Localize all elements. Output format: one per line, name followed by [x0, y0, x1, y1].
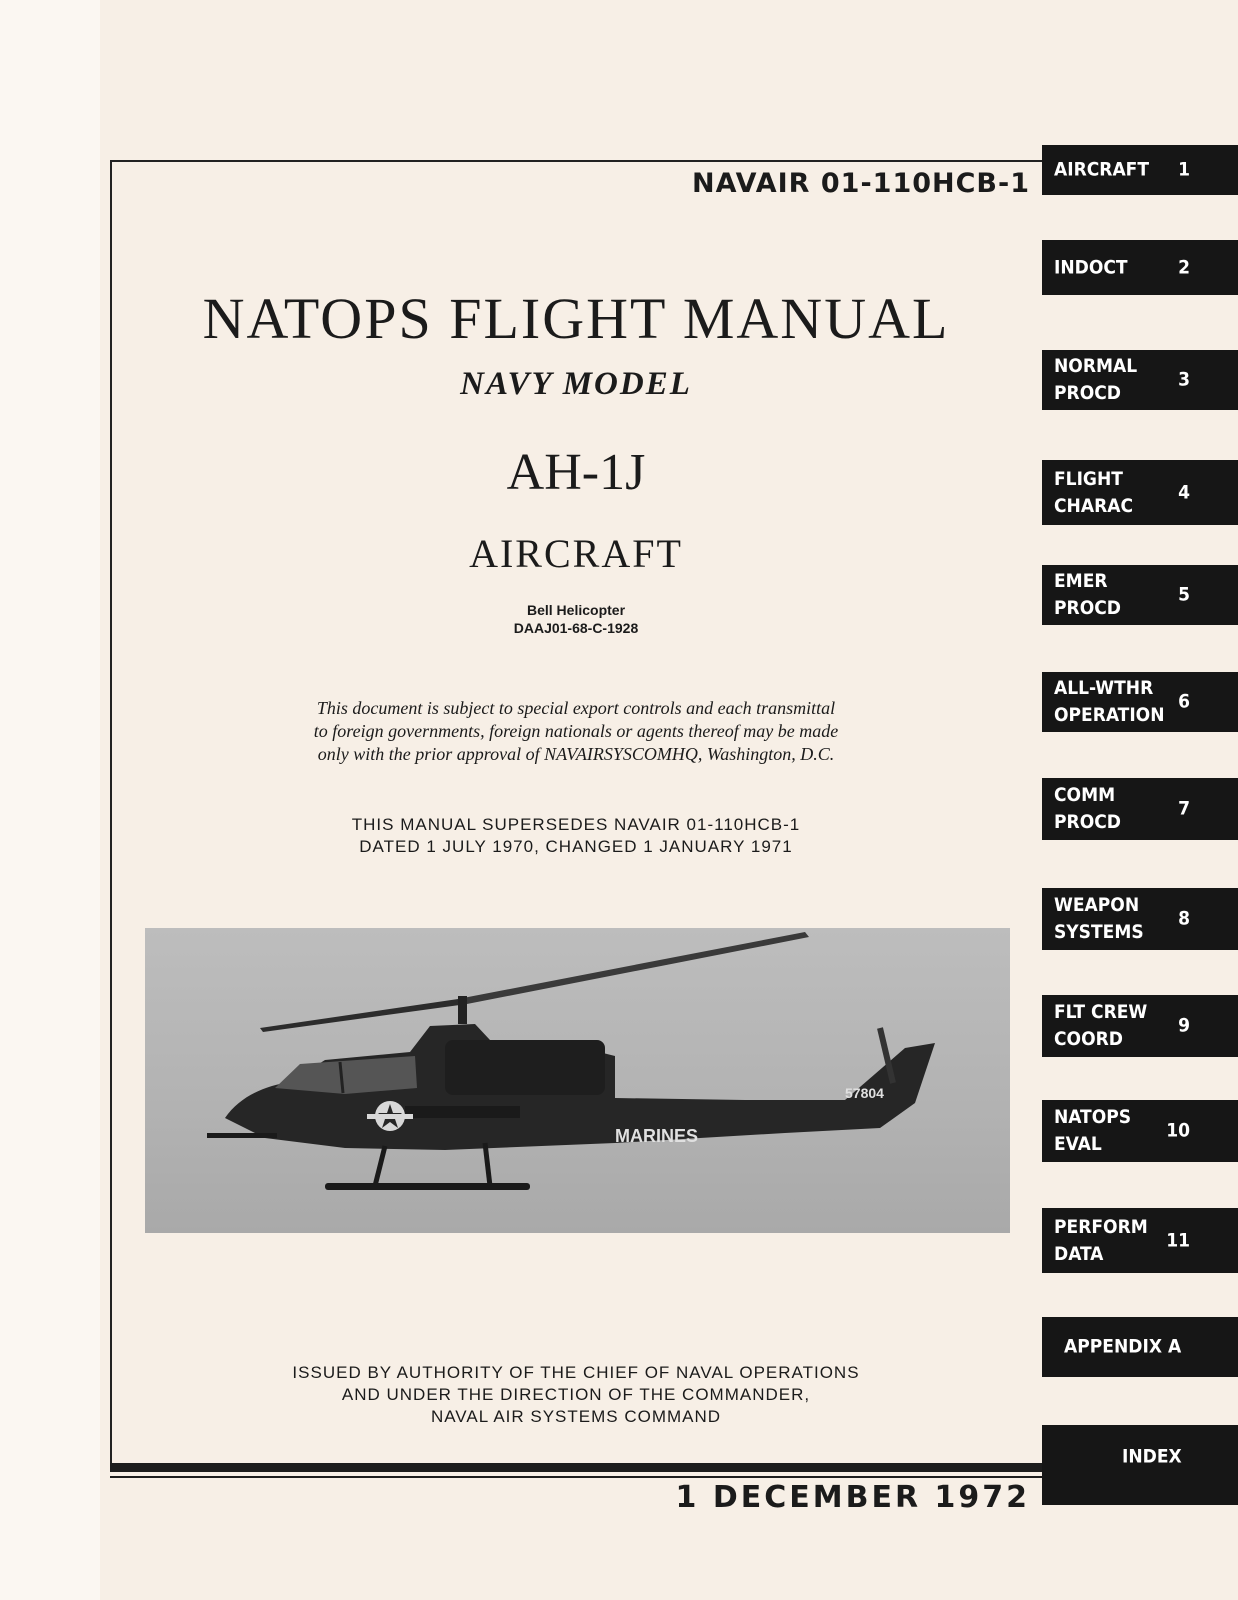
- tab-indoct[interactable]: [1042, 240, 1238, 295]
- manufacturer: Bell Helicopter: [526, 602, 626, 618]
- skid-strut: [485, 1143, 490, 1186]
- issued-line: AND UNDER THE DIRECTION OF THE COMMANDER,: [341, 1385, 811, 1404]
- landing-skid: [325, 1183, 530, 1190]
- tab-label: AIRCRAFT: [1054, 158, 1150, 181]
- issued-line: NAVAL AIR SYSTEMS COMMAND: [430, 1407, 722, 1426]
- tab-appendix-a[interactable]: [1042, 1317, 1238, 1377]
- issuing-authority: [110, 1362, 1042, 1428]
- tab-aircraft[interactable]: [1042, 145, 1238, 195]
- tab-label: INDEX: [1122, 1445, 1182, 1468]
- manufacturer-block: [110, 601, 1042, 637]
- rotor-mast: [458, 996, 467, 1024]
- aircraft-heading: AIRCRAFT: [469, 531, 683, 576]
- contract-number: DAAJ01-68-C-1928: [513, 620, 639, 636]
- cover-frame: [110, 160, 1044, 1466]
- tab-label: EMER PROCD: [1054, 570, 1121, 619]
- bottom-rule-thin: [110, 1476, 1045, 1478]
- tab-number: 3: [1178, 368, 1190, 391]
- issued-line: ISSUED BY AUTHORITY OF THE CHIEF OF NAVAL OPERATIONS: [292, 1363, 860, 1382]
- tail-number: 57804: [845, 1085, 884, 1101]
- tab-label: APPENDIX A: [1064, 1335, 1182, 1358]
- engine-cowling: [445, 1040, 605, 1095]
- helicopter-illustration: [145, 928, 1010, 1233]
- tab-label: NATOPS EVAL: [1054, 1106, 1132, 1155]
- insignia-bars: [367, 1114, 413, 1119]
- notice-line: to foreign governments, foreign nationals or agents thereof may be made: [313, 721, 839, 741]
- aircraft-model: AH-1J: [506, 444, 646, 501]
- manual-title: NATOPS FLIGHT MANUAL: [202, 286, 950, 351]
- tab-label: ALL-WTHR OPERATION: [1054, 677, 1165, 726]
- tab-number: 11: [1166, 1229, 1190, 1251]
- tab-label: FLT CREW COORD: [1054, 1001, 1148, 1050]
- notice-line: only with the prior approval of NAVAIRSYSCOMHQ, Washington, D.C.: [317, 744, 835, 764]
- tab-number: 8: [1178, 907, 1190, 930]
- tab-normal-procd[interactable]: [1042, 350, 1238, 410]
- tab-number: 7: [1178, 797, 1190, 820]
- tab-label: COMM PROCD: [1054, 784, 1121, 833]
- tab-label: FLIGHT CHARAC: [1054, 467, 1134, 517]
- publication-number: NAVAIR 01-110HCB-1: [692, 168, 1030, 199]
- skid-strut: [375, 1146, 385, 1186]
- tab-label: INDOCT: [1054, 256, 1128, 278]
- supersedes-line: DATED 1 JULY 1970, CHANGED 1 JANUARY 1971: [359, 837, 793, 856]
- tab-comm-procd[interactable]: [1042, 778, 1238, 840]
- tab-perform-data[interactable]: [1042, 1208, 1238, 1273]
- tab-number: 2: [1178, 256, 1190, 278]
- tab-weapon-systems[interactable]: [1042, 888, 1238, 950]
- navy-model-heading: NAVY MODEL: [460, 366, 692, 402]
- supersedes-notice: [110, 814, 1042, 858]
- section-tabs: [1042, 145, 1238, 1505]
- tab-all-wthr-operation[interactable]: [1042, 672, 1238, 732]
- tab-number: 9: [1178, 1014, 1190, 1037]
- supersedes-line: THIS MANUAL SUPERSEDES NAVAIR 01-110HCB-1: [351, 815, 801, 834]
- rotor-blade-right: [463, 932, 809, 1004]
- publication-date: 1 DECEMBER 1972: [675, 1480, 1030, 1515]
- tab-number: 4: [1178, 481, 1190, 503]
- tab-flt-crew-coord[interactable]: [1042, 995, 1238, 1057]
- canopy: [275, 1056, 417, 1094]
- page-margin: [0, 0, 100, 1600]
- stub-wing: [405, 1106, 520, 1118]
- tab-label: NORMAL PROCD: [1054, 355, 1138, 404]
- tab-number: 5: [1178, 583, 1190, 606]
- notice-line: This document is subject to special export controls and each transmittal: [316, 698, 836, 718]
- turret-gun: [207, 1133, 277, 1138]
- tab-natops-eval[interactable]: [1042, 1100, 1238, 1162]
- tab-number: 10: [1166, 1119, 1190, 1142]
- export-notice: [110, 697, 1042, 766]
- marines-marking: MARINES: [615, 1126, 699, 1146]
- tab-index[interactable]: [1042, 1425, 1238, 1505]
- tab-label: WEAPON SYSTEMS: [1054, 894, 1144, 943]
- tab-emer-procd[interactable]: [1042, 565, 1238, 625]
- tab-number: 6: [1178, 690, 1190, 713]
- bottom-rule: [110, 1463, 1045, 1472]
- tab-number: 1: [1178, 158, 1190, 181]
- helicopter-photo: [145, 928, 1010, 1233]
- tab-flight-charac[interactable]: [1042, 460, 1238, 525]
- tab-label: PERFORM DATA: [1054, 1215, 1148, 1265]
